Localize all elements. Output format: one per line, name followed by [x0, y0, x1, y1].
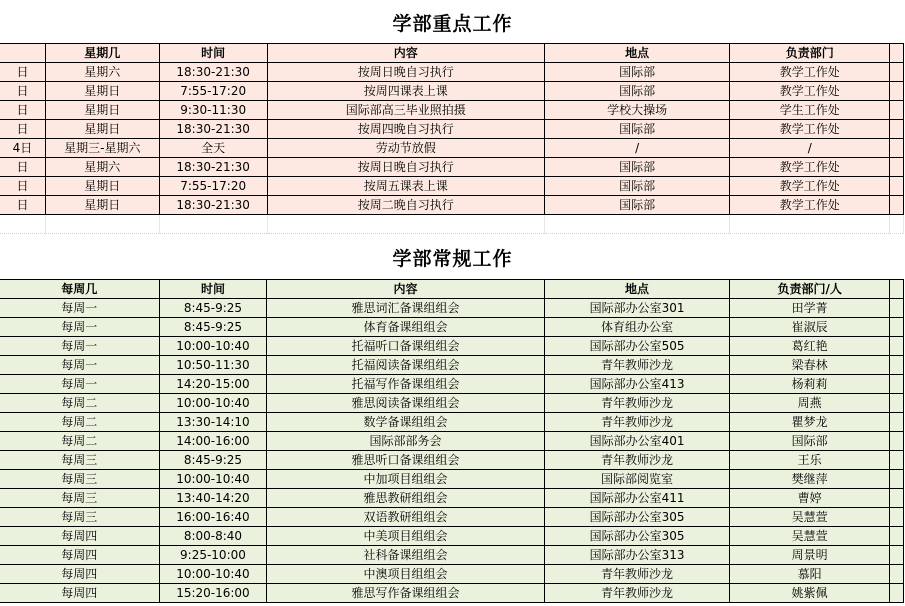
table-row: [0, 489, 904, 508]
table-cell[interactable]: /: [730, 139, 890, 158]
table-cell[interactable]: 16:00-16:40: [159, 508, 267, 527]
table-cell[interactable]: 每周三: [0, 470, 159, 489]
column-header[interactable]: 内容: [267, 44, 544, 63]
table-cell-empty[interactable]: [889, 318, 903, 337]
table-cell-empty[interactable]: [889, 489, 903, 508]
table-cell[interactable]: 10:00-10:40: [159, 394, 267, 413]
table-cell[interactable]: 中澳项目组组会: [267, 565, 544, 584]
table-cell[interactable]: 崔淑辰: [730, 318, 890, 337]
column-header[interactable]: 星期几: [45, 44, 159, 63]
table-row: [0, 432, 904, 451]
column-header[interactable]: [889, 280, 903, 299]
table-cell-empty[interactable]: [889, 432, 903, 451]
table-cell[interactable]: 中美项目组组会: [267, 527, 544, 546]
table-cell[interactable]: 国际部办公室313: [544, 546, 730, 565]
table-cell[interactable]: 按周日晚自习执行: [267, 63, 544, 82]
table-cell[interactable]: 青年教师沙龙: [544, 565, 730, 584]
table-cell[interactable]: 8:45-9:25: [159, 451, 267, 470]
table-cell-empty[interactable]: [889, 451, 903, 470]
table-cell[interactable]: 日: [0, 196, 45, 215]
table-cell[interactable]: 14:00-16:00: [159, 432, 267, 451]
table-cell[interactable]: 7:55-17:20: [159, 82, 267, 101]
table-cell[interactable]: 中加项目组组会: [267, 470, 544, 489]
table-cell[interactable]: 教学工作处: [730, 63, 890, 82]
table-cell[interactable]: 国际部阅览室: [544, 470, 730, 489]
table-cell[interactable]: 星期三-星期六: [45, 139, 159, 158]
table-cell[interactable]: 每周三: [0, 508, 159, 527]
table-cell[interactable]: 樊继萍: [730, 470, 890, 489]
table-cell[interactable]: 星期六: [45, 63, 159, 82]
table-cell[interactable]: 梁春林: [730, 356, 890, 375]
table-cell-empty[interactable]: [889, 375, 903, 394]
table-row: [0, 337, 904, 356]
table-cell[interactable]: 按周四课表上课: [267, 82, 544, 101]
table-cell[interactable]: 数学备课组组会: [267, 413, 544, 432]
table-row: [0, 120, 904, 139]
table-cell[interactable]: 日: [0, 82, 45, 101]
table-cell[interactable]: 每周一: [0, 337, 159, 356]
table-row: [0, 139, 904, 158]
table-cell[interactable]: 国际部办公室301: [544, 299, 730, 318]
table-cell[interactable]: 国际部: [544, 158, 729, 177]
table-row: [0, 565, 904, 584]
table-cell-empty[interactable]: [890, 120, 904, 139]
table-row: [0, 451, 904, 470]
table-cell-empty[interactable]: [889, 527, 903, 546]
table-cell[interactable]: 国际部高三毕业照拍摄: [267, 101, 544, 120]
key-work-table: [0, 43, 904, 234]
table-cell[interactable]: 星期日: [45, 196, 159, 215]
table-cell[interactable]: 青年教师沙龙: [544, 356, 730, 375]
table-row: [0, 413, 904, 432]
column-header[interactable]: 负责部门/人: [730, 280, 890, 299]
table-cell[interactable]: 吴慧萱: [730, 508, 890, 527]
column-header[interactable]: [890, 44, 904, 63]
table-cell-empty[interactable]: [890, 215, 904, 234]
table-row: [0, 470, 904, 489]
table-cell[interactable]: 按周二晚自习执行: [267, 196, 544, 215]
table-cell-empty[interactable]: [890, 82, 904, 101]
table-cell[interactable]: 9:30-11:30: [159, 101, 267, 120]
table-cell[interactable]: 每周四: [0, 565, 159, 584]
table-cell[interactable]: 雅思听口备课组组会: [267, 451, 544, 470]
table-cell[interactable]: 教学工作处: [730, 177, 890, 196]
table-cell-empty[interactable]: [0, 215, 45, 234]
table-cell[interactable]: 托福听口备课组组会: [267, 337, 544, 356]
table-row: [0, 508, 904, 527]
table-cell[interactable]: 7:55-17:20: [159, 177, 267, 196]
table-cell[interactable]: 10:00-10:40: [159, 470, 267, 489]
table-cell-empty[interactable]: [889, 394, 903, 413]
table-cell[interactable]: 教学工作处: [730, 196, 890, 215]
table-row: [0, 394, 904, 413]
table-cell[interactable]: 国际部办公室305: [544, 527, 730, 546]
table-cell[interactable]: 按周五课表上课: [267, 177, 544, 196]
table-cell[interactable]: 13:40-14:20: [159, 489, 267, 508]
table-cell[interactable]: 10:50-11:30: [159, 356, 267, 375]
table-cell-empty[interactable]: [159, 215, 267, 234]
table-cell[interactable]: 日: [0, 101, 45, 120]
table-cell[interactable]: 体育备课组组会: [267, 318, 544, 337]
table-cell-empty[interactable]: [890, 158, 904, 177]
table-cell[interactable]: 星期日: [45, 101, 159, 120]
table-cell[interactable]: 每周四: [0, 546, 159, 565]
table-cell[interactable]: 每周四: [0, 527, 159, 546]
table-row: [0, 158, 904, 177]
table-cell[interactable]: 杨莉莉: [730, 375, 890, 394]
table-cell[interactable]: 青年教师沙龙: [544, 584, 730, 603]
table-row: [0, 356, 904, 375]
table-cell[interactable]: 慕阳: [730, 565, 890, 584]
table-cell[interactable]: 每周二: [0, 394, 159, 413]
table-cell[interactable]: 国际部: [730, 432, 890, 451]
table-cell-empty[interactable]: [890, 101, 904, 120]
table-cell[interactable]: 18:30-21:30: [159, 196, 267, 215]
table-row: [0, 63, 904, 82]
table-cell[interactable]: 国际部: [544, 120, 729, 139]
table-cell-empty[interactable]: [544, 215, 729, 234]
table-cell[interactable]: 国际部办公室305: [544, 508, 730, 527]
table-cell[interactable]: 每周一: [0, 318, 159, 337]
table-cell[interactable]: 每周一: [0, 299, 159, 318]
table-cell[interactable]: 吴慧萱: [730, 527, 890, 546]
table-cell[interactable]: 每周一: [0, 356, 159, 375]
table-cell-empty[interactable]: [889, 470, 903, 489]
table-cell-empty[interactable]: [730, 215, 890, 234]
table-cell-empty[interactable]: [889, 413, 903, 432]
table-row: [0, 101, 904, 120]
table-row: [0, 318, 904, 337]
table-cell[interactable]: 9:25-10:00: [159, 546, 267, 565]
column-header[interactable]: 时间: [159, 280, 267, 299]
table-cell-empty[interactable]: [890, 63, 904, 82]
table-cell[interactable]: 8:45-9:25: [159, 299, 267, 318]
table-cell[interactable]: 周燕: [730, 394, 890, 413]
table-row: [0, 299, 904, 318]
table-cell-empty[interactable]: [889, 337, 903, 356]
column-header[interactable]: 内容: [267, 280, 544, 299]
table-cell[interactable]: 教学工作处: [730, 82, 890, 101]
table-cell[interactable]: 10:00-10:40: [159, 565, 267, 584]
table-cell[interactable]: 姚紫佩: [730, 584, 890, 603]
table-row: [0, 196, 904, 215]
table-cell[interactable]: 每周三: [0, 489, 159, 508]
table-cell[interactable]: /: [544, 139, 729, 158]
table-cell[interactable]: 青年教师沙龙: [544, 413, 730, 432]
table-cell[interactable]: 日: [0, 63, 45, 82]
column-header[interactable]: 时间: [159, 44, 267, 63]
header-row: [0, 280, 904, 299]
table-cell-empty[interactable]: [890, 196, 904, 215]
table-cell[interactable]: 雅思词汇备课组组会: [267, 299, 544, 318]
table-cell[interactable]: 雅思教研组组会: [267, 489, 544, 508]
header-row: [0, 44, 904, 63]
table-cell[interactable]: 国际部: [544, 177, 729, 196]
table-cell-empty[interactable]: [890, 139, 904, 158]
table-cell-empty[interactable]: [889, 508, 903, 527]
table-cell[interactable]: 日: [0, 177, 45, 196]
table-cell[interactable]: 雅思写作备课组组会: [267, 584, 544, 603]
table-cell[interactable]: 10:00-10:40: [159, 337, 267, 356]
table-cell[interactable]: 国际部部务会: [267, 432, 544, 451]
table-cell[interactable]: 国际部办公室401: [544, 432, 730, 451]
table-row: [0, 375, 904, 394]
table-cell[interactable]: 葛红艳: [730, 337, 890, 356]
table-cell[interactable]: 教学工作处: [730, 120, 890, 139]
regular-work-title: 学部常规工作: [392, 248, 513, 270]
table-cell-empty[interactable]: [889, 546, 903, 565]
table-row: [0, 82, 904, 101]
regular-work-table: [0, 279, 904, 603]
blank-row: [0, 215, 904, 234]
table-cell[interactable]: 18:30-21:30: [159, 63, 267, 82]
table-cell[interactable]: 18:30-21:30: [159, 158, 267, 177]
table-row: [0, 584, 904, 603]
table-cell-empty[interactable]: [45, 215, 159, 234]
table-cell[interactable]: 星期日: [45, 177, 159, 196]
table-cell[interactable]: 田学菁: [730, 299, 890, 318]
table-cell[interactable]: 日: [0, 158, 45, 177]
table-cell-empty[interactable]: [889, 299, 903, 318]
table-cell[interactable]: 国际部办公室505: [544, 337, 730, 356]
table-cell-empty[interactable]: [889, 584, 903, 603]
table-cell[interactable]: 托福阅读备课组组会: [267, 356, 544, 375]
table-cell[interactable]: 双语教研组组会: [267, 508, 544, 527]
table-cell[interactable]: 每周三: [0, 451, 159, 470]
table-cell[interactable]: 雅思阅读备课组组会: [267, 394, 544, 413]
table-cell-empty[interactable]: [890, 177, 904, 196]
column-header[interactable]: 地点: [544, 280, 730, 299]
table-cell[interactable]: 15:20-16:00: [159, 584, 267, 603]
table-cell[interactable]: 4日: [0, 139, 45, 158]
table-cell[interactable]: 13:30-14:10: [159, 413, 267, 432]
table-cell[interactable]: 青年教师沙龙: [544, 394, 730, 413]
table-cell[interactable]: 国际部办公室413: [544, 375, 730, 394]
table-cell[interactable]: 每周一: [0, 375, 159, 394]
table-cell[interactable]: 体育组办公室: [544, 318, 730, 337]
table-cell[interactable]: 星期日: [45, 120, 159, 139]
table-row: [0, 177, 904, 196]
table-cell[interactable]: 青年教师沙龙: [544, 451, 730, 470]
column-header[interactable]: 地点: [544, 44, 729, 63]
table-cell[interactable]: 按周日晚自习执行: [267, 158, 544, 177]
table-cell[interactable]: 18:30-21:30: [159, 120, 267, 139]
table-cell[interactable]: 每周四: [0, 584, 159, 603]
table-cell[interactable]: 8:00-8:40: [159, 527, 267, 546]
table-cell[interactable]: 每周二: [0, 432, 159, 451]
table-cell-empty[interactable]: [889, 356, 903, 375]
table-cell[interactable]: 国际部: [544, 196, 729, 215]
table-cell[interactable]: 星期日: [45, 82, 159, 101]
table-cell[interactable]: 国际部: [544, 63, 729, 82]
table-cell[interactable]: 14:20-15:00: [159, 375, 267, 394]
table-cell[interactable]: 劳动节放假: [267, 139, 544, 158]
table-cell-empty[interactable]: [267, 215, 544, 234]
table-cell[interactable]: 学校大操场: [544, 101, 729, 120]
table-cell[interactable]: 按周四晚自习执行: [267, 120, 544, 139]
key-work-title: 学部重点工作: [392, 13, 513, 35]
table-cell[interactable]: 每周二: [0, 413, 159, 432]
table-row: [0, 546, 904, 565]
table-cell[interactable]: 全天: [159, 139, 267, 158]
table-cell[interactable]: 学生工作处: [730, 101, 890, 120]
column-header[interactable]: [0, 44, 45, 63]
table-cell[interactable]: 国际部: [544, 82, 729, 101]
table-cell-empty[interactable]: [889, 565, 903, 584]
table-cell[interactable]: 曹婷: [730, 489, 890, 508]
column-header[interactable]: 每周几: [0, 280, 159, 299]
table-cell[interactable]: 托福写作备课组组会: [267, 375, 544, 394]
column-header[interactable]: 负责部门: [730, 44, 890, 63]
table-cell[interactable]: 日: [0, 120, 45, 139]
table-cell[interactable]: 周景明: [730, 546, 890, 565]
table-cell[interactable]: 教学工作处: [730, 158, 890, 177]
table-row: [0, 527, 904, 546]
table-cell[interactable]: 国际部办公室411: [544, 489, 730, 508]
table-cell[interactable]: 瞿梦龙: [730, 413, 890, 432]
table-cell[interactable]: 社科备课组组会: [267, 546, 544, 565]
table-cell[interactable]: 8:45-9:25: [159, 318, 267, 337]
table-cell[interactable]: 王乐: [730, 451, 890, 470]
table-cell[interactable]: 星期六: [45, 158, 159, 177]
